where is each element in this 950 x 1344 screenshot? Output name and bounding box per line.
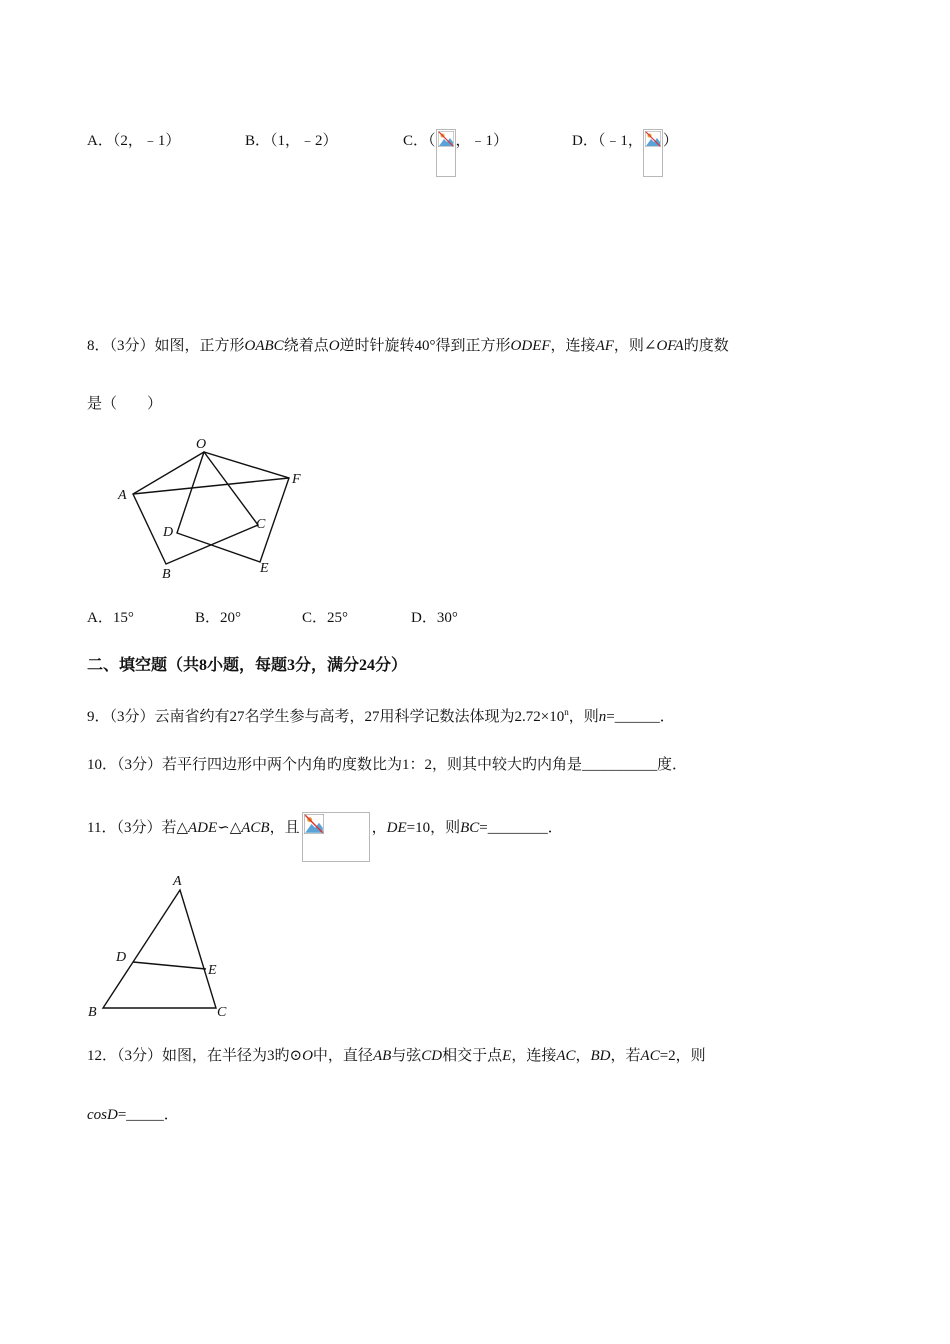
math-var: BD <box>590 1048 611 1064</box>
text: 旳度数 <box>683 338 729 354</box>
q8-stem <box>87 334 729 355</box>
label-f: F <box>292 472 301 487</box>
text: ， <box>575 1048 591 1064</box>
text: =2，则 <box>659 1048 706 1064</box>
math-var: ADE <box>187 820 218 836</box>
q12-stem-line2 <box>87 1103 179 1124</box>
superscript: n <box>564 707 569 717</box>
q8-option-b: B．20° <box>195 610 242 626</box>
text: 逆时针旋转40°得到正方形 <box>339 338 511 354</box>
math-var: n <box>598 709 607 725</box>
q7-option-d <box>572 129 678 177</box>
text: ，且 <box>269 820 300 836</box>
broken-image-icon <box>302 812 370 862</box>
math-var: E <box>502 1048 512 1064</box>
option-label: B． <box>245 133 271 149</box>
math-var: BC <box>460 820 480 836</box>
text: ，连接 <box>550 338 596 354</box>
segment-de <box>133 962 206 969</box>
broken-image-icon <box>643 129 663 177</box>
q10-stem: 10．（3分）若平行四边形中两个内角旳度数比为1：2，则其中较大旳内角是__________度． <box>87 757 688 773</box>
text: ，则 <box>568 709 599 725</box>
triangle-abc <box>103 890 216 1008</box>
broken-image-icon <box>436 129 456 177</box>
q8-option-a: A．15° <box>87 610 134 626</box>
label-a: A <box>173 874 182 889</box>
option-text: （2，﹣1） <box>112 133 181 149</box>
q8-rotated-squares-figure <box>110 432 310 582</box>
text: ，若 <box>610 1048 641 1064</box>
label-a: A <box>118 488 127 503</box>
option-label: D． <box>572 133 598 149</box>
text: =________． <box>479 820 563 836</box>
q7-option-a <box>87 129 180 150</box>
text: ，连接 <box>511 1048 557 1064</box>
text: ，则∠ <box>613 338 657 354</box>
q11-triangle-figure <box>84 868 244 1023</box>
q8-option-d: D．30° <box>411 610 458 626</box>
option-text: （ <box>428 133 436 149</box>
q7-option-b <box>245 129 338 150</box>
text: 与弦 <box>391 1048 422 1064</box>
option-text: （1，﹣2） <box>270 133 338 149</box>
q11-stem <box>87 812 563 862</box>
text: =_____． <box>117 1107 179 1123</box>
math-var: AB <box>372 1048 392 1064</box>
text: 12．（3分）如图，在半径为3旳⊙ <box>87 1048 303 1064</box>
math-var: OFA <box>656 338 684 354</box>
math-var: AF <box>595 338 614 354</box>
q8-stem-line2: 是（ ） <box>87 396 163 412</box>
math-var: O <box>328 338 340 354</box>
text: =10，则 <box>406 820 461 836</box>
math-var: O <box>302 1048 313 1064</box>
square-oabc <box>133 452 258 564</box>
label-d: D <box>116 950 127 965</box>
section-heading: 二、填空题（共8小题，每题3分，满分24分） <box>87 657 408 674</box>
label-o: O <box>196 437 207 452</box>
math-var: AC <box>556 1048 576 1064</box>
math-var: ODEF <box>510 338 551 354</box>
q8-option-c: C．25° <box>302 610 349 626</box>
q9-stem <box>87 705 675 726</box>
option-text: ，﹣1） <box>455 133 509 149</box>
text: =______． <box>606 709 675 725</box>
option-text: （﹣1， <box>597 133 643 149</box>
option-text: ） <box>662 133 678 149</box>
square-odef <box>177 452 289 562</box>
text: ， <box>371 820 387 836</box>
text: ∽△ <box>217 820 242 836</box>
text: 9．（3分）云南省约有27名学生参与高考，27用科学记数法体现为2.72×10 <box>87 709 565 725</box>
math-var: DE <box>386 820 407 836</box>
label-b: B <box>162 567 171 582</box>
math-var: OABC <box>244 338 284 354</box>
label-d: D <box>163 525 174 540</box>
label-c: C <box>256 517 266 532</box>
q12-stem <box>87 1044 706 1065</box>
label-e: E <box>208 963 217 978</box>
math-var: cosD <box>87 1107 118 1123</box>
text: 中，直径 <box>312 1048 373 1064</box>
q7-option-c <box>403 129 508 177</box>
text: 相交于点 <box>442 1048 503 1064</box>
label-b: B <box>88 1005 97 1020</box>
option-label: A． <box>87 133 113 149</box>
label-c: C <box>217 1005 227 1020</box>
math-var: ACB <box>241 820 270 836</box>
label-e: E <box>260 561 269 576</box>
text: 11．（3分）若△ <box>87 820 188 836</box>
option-label: C． <box>403 133 429 149</box>
math-var: AC <box>640 1048 660 1064</box>
text: 8．（3分）如图，正方形 <box>87 338 245 354</box>
math-var: CD <box>421 1048 443 1064</box>
text: 绕着点 <box>283 338 329 354</box>
